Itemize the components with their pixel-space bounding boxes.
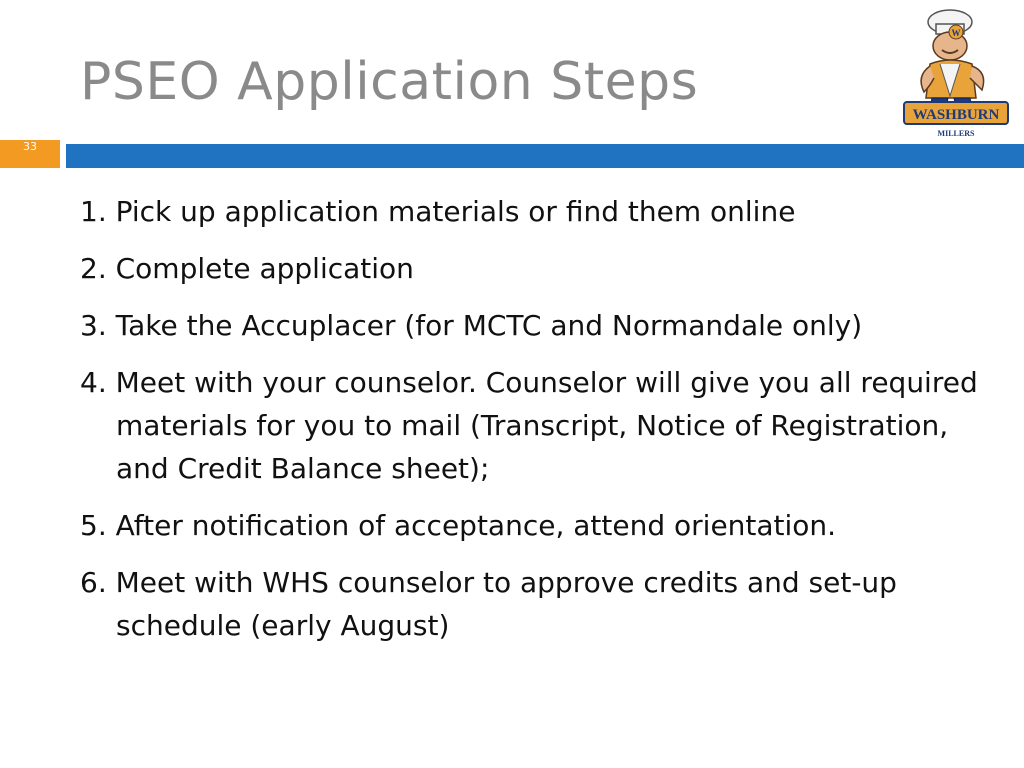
step-item: 5. After notification of acceptance, attend orientation. <box>80 509 837 542</box>
slide-number: 33 <box>23 140 37 153</box>
washburn-millers-mascot-icon <box>900 6 1012 146</box>
step-item: 6. Meet with WHS counselor to approve credits and set-up schedule (early August) <box>80 566 897 642</box>
title-accent-bar <box>66 144 1024 168</box>
logo-text-sub: MILLERS <box>937 129 975 138</box>
svg-text:W: W <box>951 28 961 38</box>
logo-text-main: WASHBURN <box>912 107 1000 123</box>
steps-list <box>80 190 980 661</box>
step-item: 2. Complete application <box>80 252 414 285</box>
step-item: 1. Pick up application materials or find them online <box>80 195 796 228</box>
step-item: 4. Meet with your counselor. Counselor will give you all required materials for you to mail (Transcript, Notice of Registration, and Credit Balance sheet); <box>80 366 978 485</box>
page-title: PSEO Application Steps <box>80 52 699 112</box>
step-item: 3. Take the Accuplacer (for MCTC and Normandale only) <box>80 309 863 342</box>
